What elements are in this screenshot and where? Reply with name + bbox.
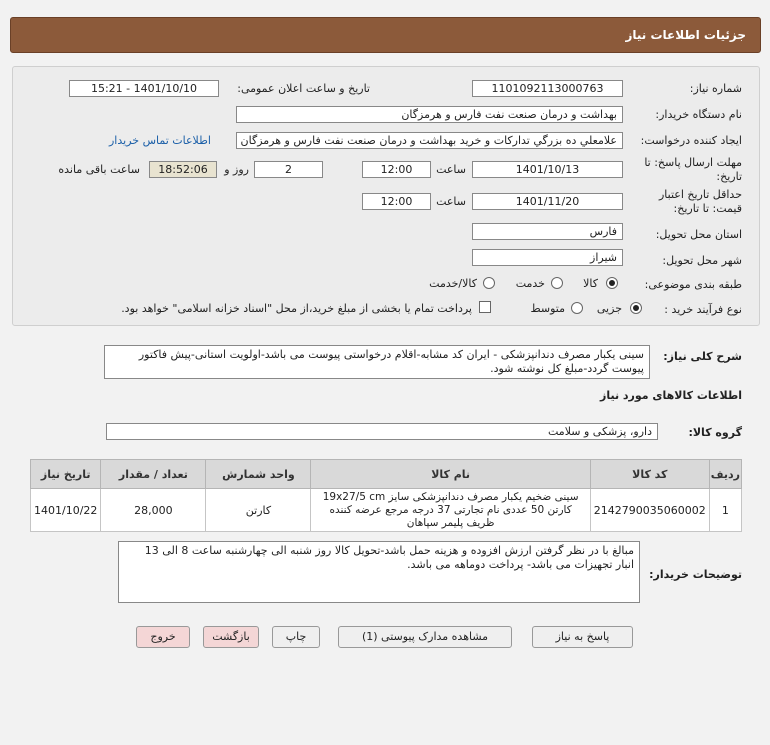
category-both-radio[interactable] — [483, 277, 495, 289]
description-label: شرح کلی نیاز: — [663, 350, 742, 363]
announce-label: تاریخ و ساعت اعلان عمومی: — [237, 82, 370, 95]
process-medium-radio[interactable] — [571, 302, 583, 314]
buyer-org-label: نام دستگاه خریدار: — [655, 108, 742, 121]
col-name: نام کالا — [311, 460, 590, 489]
page-title: جزئیات اطلاعات نیاز — [625, 28, 746, 42]
remaining-time-field: 18:52:06 — [149, 161, 217, 178]
cell-qty: 28,000 — [101, 489, 206, 532]
process-medium-label: متوسط — [530, 302, 565, 315]
col-unit: واحد شمارش — [206, 460, 311, 489]
process-type-label: نوع فرآیند خرید : — [664, 303, 742, 316]
remaining-time-label: ساعت باقی مانده — [58, 163, 140, 176]
reply-button[interactable]: پاسخ به نیاز — [532, 626, 633, 648]
buyer-notes-box: مبالغ با در نظر گرفتن ارزش افزوده و هزینه حمل باشد-تحویل کالا روز شنبه الی چهارشنبه ساعت 8 الی 13 انبار تجهیزات می باشد- پرداخت دوماهه می باشد. — [118, 541, 640, 603]
days-label: روز و — [224, 163, 249, 176]
city-label: شهر محل تحویل: — [662, 254, 742, 267]
cell-code: 2142790035060002 — [590, 489, 709, 532]
category-goods-label: کالا — [583, 277, 598, 290]
category-service-radio[interactable] — [551, 277, 563, 289]
page-header — [10, 17, 761, 53]
reply-time-label: ساعت — [436, 163, 466, 176]
reply-deadline-label-2: تاریخ: — [716, 170, 742, 183]
category-both-label: کالا/خدمت — [429, 277, 477, 290]
buyer-contact-link[interactable]: اطلاعات تماس خریدار — [109, 134, 211, 147]
table-row[interactable] — [31, 489, 742, 532]
category-service-label: خدمت — [515, 277, 545, 290]
description-box: سینی یکبار مصرف دندانپزشکی - ایران کد مشابه-اقلام درخواستی پیوست می باشد-اولویت استانی-پیش فاکتور پیوست گردد-مبلغ کل نوشته شود. — [104, 345, 650, 379]
goods-table-header — [31, 460, 742, 489]
announce-datetime-field[interactable]: 1401/10/10 - 15:21 — [69, 80, 219, 97]
province-label: استان محل تحویل: — [655, 228, 742, 241]
days-remaining-field[interactable]: 2 — [254, 161, 323, 178]
reply-time-field[interactable]: 12:00 — [362, 161, 431, 178]
treasury-checkbox[interactable] — [479, 301, 491, 313]
cell-row: 1 — [709, 489, 741, 532]
reply-date-field[interactable]: 1401/10/13 — [472, 161, 623, 178]
goods-group-label: گروه کالا: — [688, 426, 742, 439]
buyer-notes-label: توضیحات خریدار: — [649, 568, 742, 581]
province-field[interactable]: فارس — [472, 223, 623, 240]
city-field[interactable]: شیراز — [472, 249, 623, 266]
validity-date-field[interactable]: 1401/11/20 — [472, 193, 623, 210]
col-qty: تعداد / مقدار — [101, 460, 206, 489]
print-button[interactable]: چاپ — [272, 626, 320, 648]
validity-time-field[interactable]: 12:00 — [362, 193, 431, 210]
validity-label-2: قیمت: تا تاریخ: — [673, 202, 742, 215]
treasury-note: پرداخت تمام یا بخشی از مبلغ خرید،از محل "اسناد خزانه اسلامی" خواهد بود. — [121, 302, 472, 315]
need-number-label: شماره نیاز: — [689, 82, 742, 95]
col-date: تاریخ نیاز — [31, 460, 101, 489]
back-button[interactable]: بازگشت — [203, 626, 259, 648]
cell-date: 1401/10/22 — [31, 489, 101, 532]
reply-deadline-label: مهلت ارسال پاسخ: تا — [644, 156, 742, 169]
buyer-org-field[interactable]: بهداشت و درمان صنعت نفت فارس و هرمزگان — [236, 106, 623, 123]
view-attachments-button[interactable]: مشاهده مدارک پیوستی (1) — [338, 626, 512, 648]
validity-time-label: ساعت — [436, 195, 466, 208]
goods-info-title: اطلاعات کالاهای مورد نیاز — [600, 389, 742, 402]
creator-field[interactable]: علامعلي ده بزرگي تداركات و خريد بهداشت و درمان صنعت نفت فارس و هرمزگان — [236, 132, 623, 149]
validity-label: حداقل تاریخ اعتبار — [658, 188, 742, 201]
process-minor-label: جزیی — [596, 302, 622, 315]
goods-group-field: دارو، پزشکی و سلامت — [106, 423, 658, 440]
creator-label: ایجاد کننده درخواست: — [640, 134, 742, 147]
category-goods-radio[interactable] — [606, 277, 618, 289]
process-minor-radio[interactable] — [630, 302, 642, 314]
goods-table — [30, 459, 742, 532]
exit-button[interactable]: خروج — [136, 626, 190, 648]
need-number-field[interactable]: 1101092113000763 — [472, 80, 623, 97]
cell-unit: کارتن — [206, 489, 311, 532]
cell-name: سینی ضخیم یکبار مصرف دندانپزشکی سایز 19x27/5 cm کارتن 50 عددی نام تجارتی 37 درجه مرجع عرضه کننده ظریف پلیمر سپاهان — [311, 489, 590, 532]
category-label: طبقه بندی موضوعی: — [644, 278, 742, 291]
col-code: کد کالا — [590, 460, 709, 489]
col-row: ردیف — [709, 460, 741, 489]
